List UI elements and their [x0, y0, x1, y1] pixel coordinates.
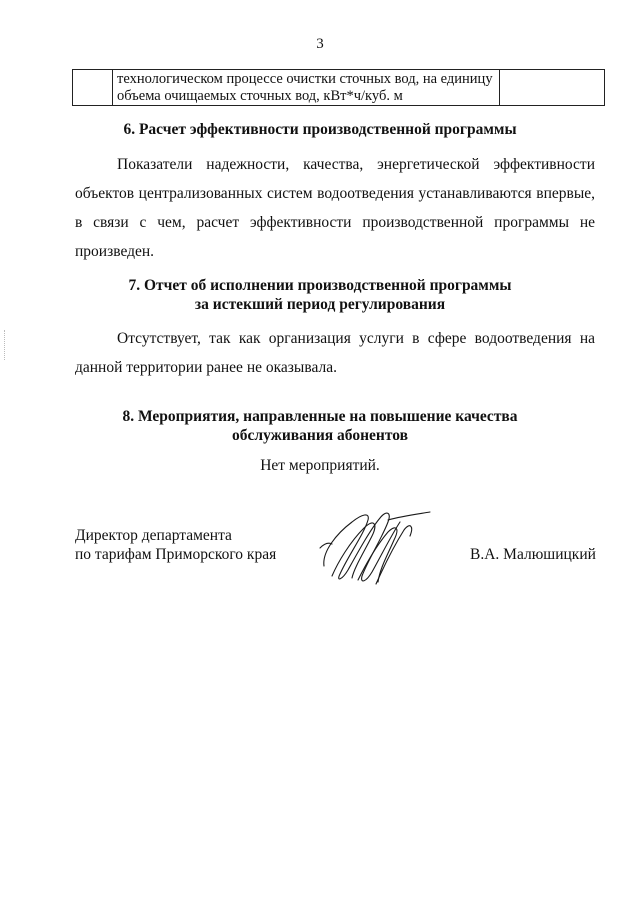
table-cell-indicator-line2: объема очищаемых сточных вод, кВт*ч/куб. м — [117, 88, 403, 104]
section7-heading-line1: 7. Отчет об исполнении производственной программы — [128, 277, 512, 294]
section8-heading-line2: обслуживания абонентов — [232, 427, 408, 444]
table-cell-indicator-line1: технологическом процессе очистки сточных вод, на единицу — [117, 71, 493, 87]
page-number: 3 — [316, 36, 324, 52]
section6-paragraph: Показатели надежности, качества, энергетической эффективности объектов централизованных систем водоотведения устанавливаются впервые, в связи с чем, расчет эффективности производственной программы не произведен. — [75, 156, 595, 260]
section7-heading-line2: за истекший период регулирования — [194, 296, 446, 313]
table-row — [73, 70, 605, 106]
indicator-table-fragment — [72, 69, 605, 106]
section7-paragraph: Отсутствует, так как организация услуги в сфере водоотведения на данной территории ранее не оказывала. — [75, 330, 595, 376]
signer-name: В.А. Малюшицкий — [470, 546, 596, 563]
signature-image — [318, 504, 434, 590]
table-cell-number — [73, 70, 113, 106]
section6-heading: 6. Расчет эффективности производственной программы — [123, 121, 517, 138]
table-cell-value — [500, 70, 605, 106]
section8-text: Нет мероприятий. — [260, 457, 380, 474]
table-cell-indicator — [113, 70, 500, 106]
signer-position — [75, 526, 276, 564]
margin-mark — [4, 330, 7, 360]
signer-position-line1: Директор департамента — [75, 527, 232, 544]
section8-heading-line1: 8. Мероприятия, направленные на повышение качества — [122, 408, 518, 425]
signer-position-line2: по тарифам Приморского края — [75, 546, 277, 563]
